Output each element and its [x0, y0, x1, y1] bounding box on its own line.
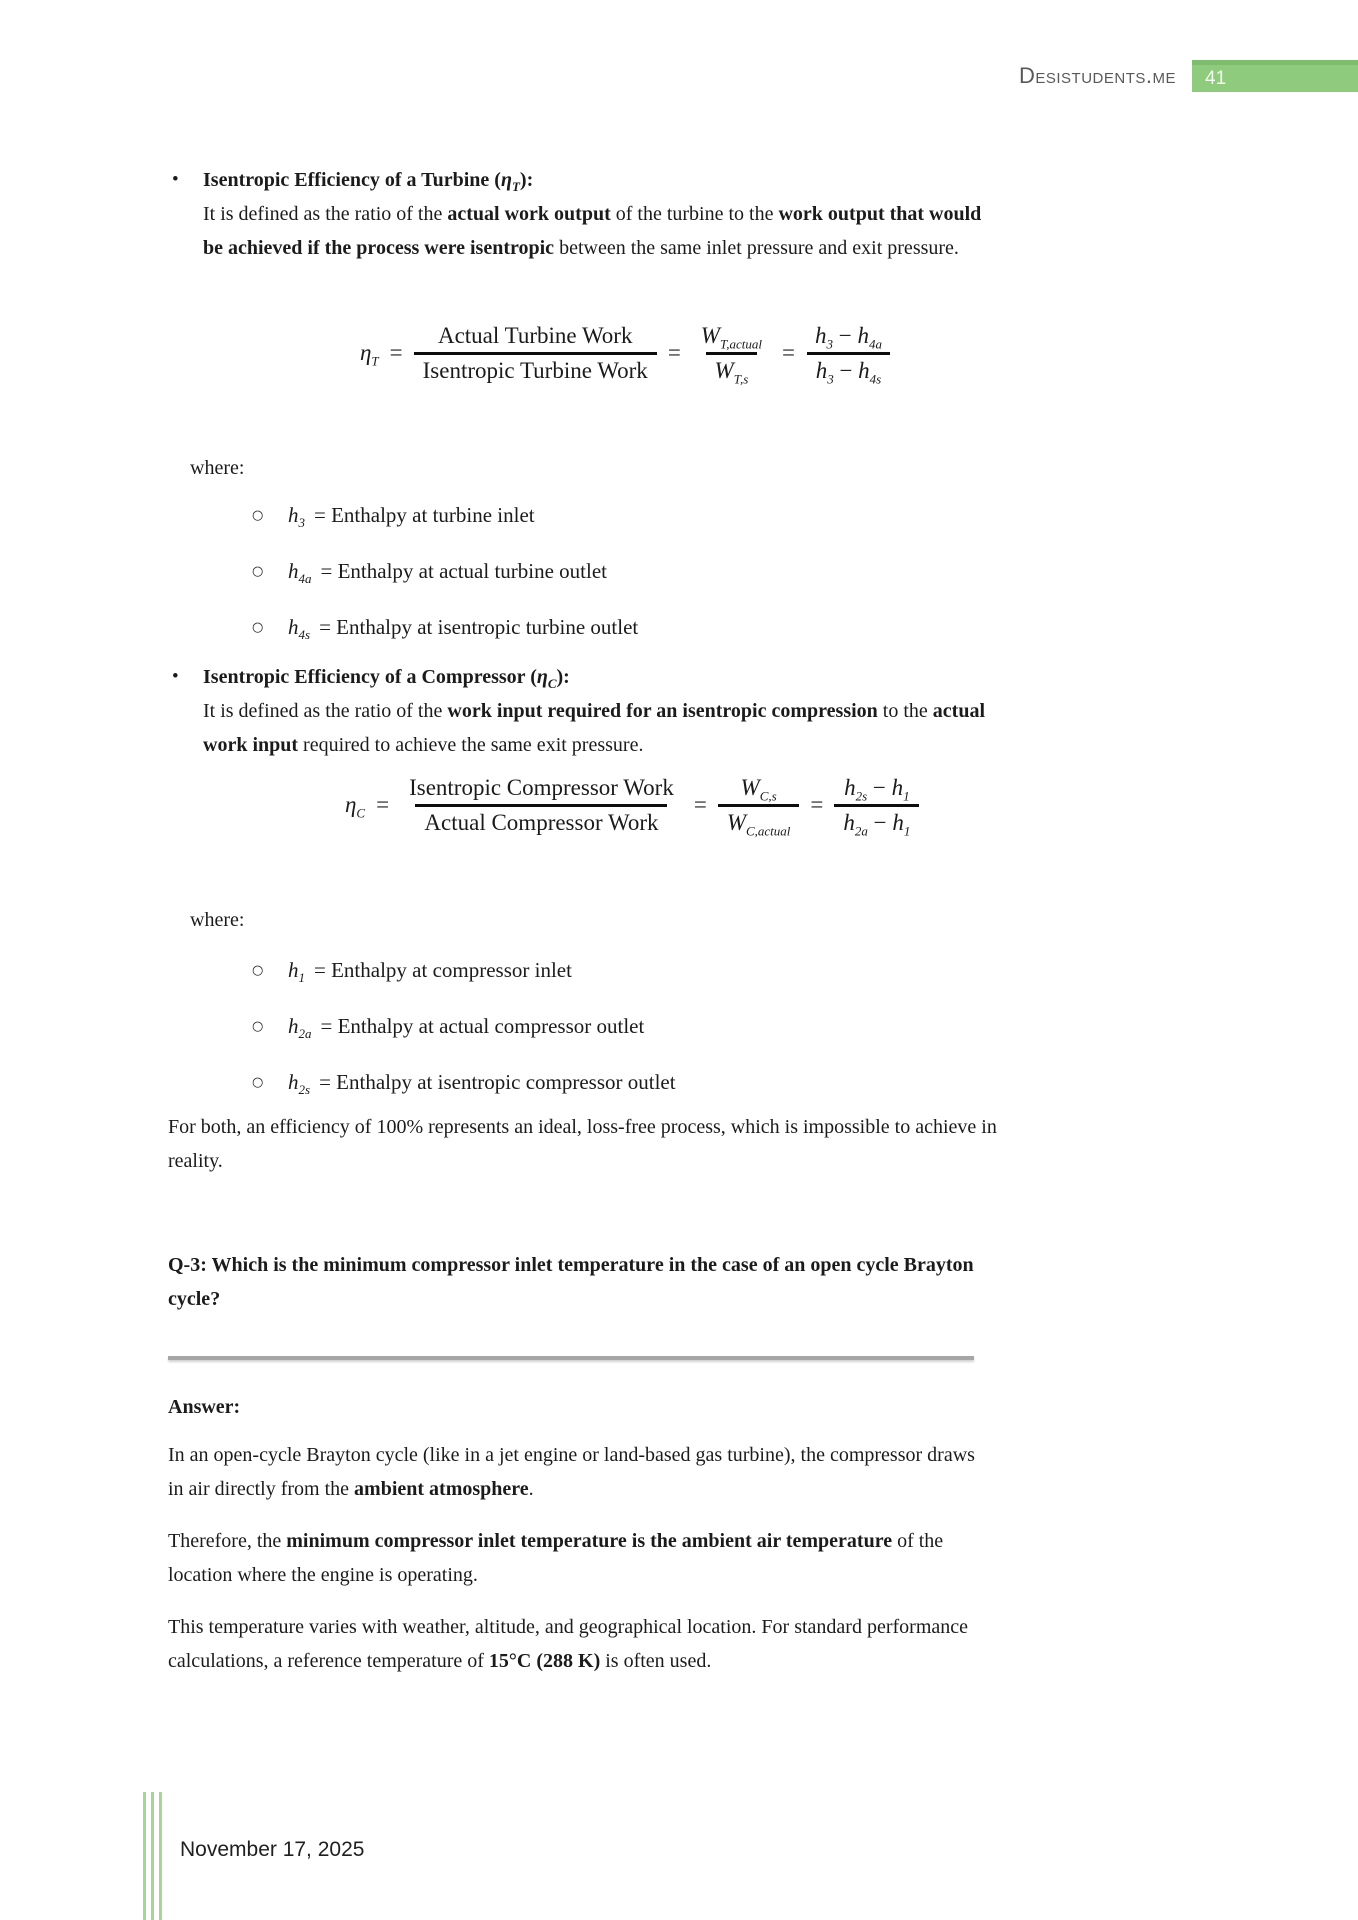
minus-sign: − [838, 323, 852, 348]
eta-subscript: T [511, 179, 520, 194]
turbine-heading [203, 163, 1002, 197]
list-item [252, 1009, 1012, 1047]
answer-paragraph-2 [168, 1524, 983, 1592]
h-symbol: h [844, 775, 856, 800]
fraction-denominator [718, 804, 800, 839]
term-description: = Enthalpy at isentropic compressor outlet [319, 1070, 676, 1094]
compressor-efficiency-section [172, 660, 1002, 762]
h-subscript: 3 [827, 371, 834, 387]
h-symbol: h [288, 559, 299, 583]
fraction-numerator [692, 320, 771, 352]
answer-paragraph-1 [168, 1438, 983, 1506]
h-subscript: 3 [298, 515, 305, 531]
h-symbol: h [892, 809, 904, 835]
fraction-denominator: Isentropic Turbine Work [414, 352, 657, 387]
h-symbol: h [288, 615, 299, 639]
bold-segment: work input required for an isentropic compression [447, 700, 878, 722]
text-segment: between the same inlet pressure and exit pressure. [554, 237, 959, 259]
equals-sign: = [667, 340, 681, 366]
minus-sign: − [873, 809, 887, 835]
h-subscript: 2a [854, 823, 868, 839]
formula-lhs [360, 339, 379, 367]
term-description: = Enthalpy at turbine inlet [314, 503, 535, 527]
enthalpy-fraction [806, 320, 891, 386]
work-symbol: W [726, 809, 746, 835]
eta-symbol: η [360, 340, 372, 366]
h-subscript: 4a [868, 336, 882, 352]
page-number-badge [1192, 60, 1358, 92]
eta-symbol: η [345, 792, 357, 818]
work-symbol-fraction [718, 772, 800, 838]
circle-bullet-icon: ○ [252, 1075, 264, 1090]
circle-bullet-icon: ○ [252, 620, 264, 635]
h-symbol: h [843, 809, 855, 835]
h-symbol: h [288, 1070, 299, 1094]
text-segment: to the [877, 700, 933, 722]
h-symbol: h [814, 323, 827, 348]
heading-text: ): [519, 169, 534, 191]
circle-bullet-icon: ○ [252, 963, 264, 978]
bold-segment: actual work output [447, 203, 611, 225]
h-symbol: h [288, 503, 299, 527]
turbine-definition-list [252, 498, 1012, 666]
bold-segment: minimum compressor inlet temperature is the ambient air temperature [286, 1530, 893, 1552]
h-subscript: 3 [826, 336, 833, 352]
h-subscript: 1 [903, 823, 911, 839]
term-description: = Enthalpy at isentropic turbine outlet [319, 615, 639, 639]
h-subscript: 2a [298, 1026, 312, 1042]
text-segment: of the location where the engine is operating. [168, 1530, 944, 1586]
work-symbol-fraction [692, 320, 771, 386]
work-subscript: C,actual [745, 823, 791, 839]
h-symbol: h [815, 357, 828, 383]
work-symbol: W [740, 775, 760, 800]
bullet-icon: • [172, 169, 179, 190]
page-number: 41 [1205, 67, 1227, 89]
compressor-definition-list [252, 953, 1012, 1121]
text-segment: . [528, 1478, 534, 1500]
text-segment: In an open-cycle Brayton cycle (like in a jet engine or land-based gas turbine), the compressor draws in air directly from the [168, 1444, 975, 1500]
fraction-numerator [806, 320, 891, 352]
h-symbol: h [857, 323, 869, 348]
stripe [143, 1792, 146, 1920]
compressor-definition [203, 694, 1002, 762]
turbine-text [203, 163, 1002, 265]
section-divider [168, 1356, 974, 1360]
bold-segment: work output that would be achieved if the process were isentropic [203, 203, 982, 259]
term-description: = Enthalpy at actual turbine outlet [320, 559, 608, 583]
circle-bullet-icon: ○ [252, 508, 264, 523]
term [288, 610, 310, 644]
h-subscript: 1 [298, 970, 305, 986]
turbine-definition [203, 197, 1002, 265]
eta-subscript: C [356, 805, 366, 821]
stripe [151, 1792, 154, 1920]
term [288, 1009, 312, 1043]
fraction-numerator: Isentropic Compressor Work [409, 775, 674, 800]
turbine-efficiency-formula [360, 320, 891, 386]
list-item [252, 498, 1012, 536]
work-symbol: W [714, 357, 734, 383]
bold-segment: ambient atmosphere [354, 1478, 529, 1500]
list-item [252, 1065, 1012, 1103]
equals-sign: = [693, 792, 707, 818]
text-segment: This temperature varies with weather, altitude, and geographical location. For standard performance calculations, a reference temperature of [168, 1616, 968, 1672]
answer-label: Answer: [168, 1396, 241, 1418]
list-item [252, 953, 1012, 991]
fraction-denominator [706, 352, 758, 387]
h-symbol: h [858, 357, 870, 383]
work-symbol: W [700, 323, 720, 348]
equals-sign: = [376, 792, 390, 818]
term [288, 953, 305, 987]
circle-bullet-icon: ○ [252, 564, 264, 579]
eta-subscript: C [547, 676, 557, 691]
text-segment: It is defined as the ratio of the [203, 203, 448, 225]
equals-sign: = [781, 340, 795, 366]
text-segment: required to achieve the same exit pressure. [298, 734, 644, 756]
term-description: = Enthalpy at compressor inlet [314, 958, 572, 982]
bold-segment: actual work input [203, 700, 986, 756]
site-name: Desistudents.me [1018, 63, 1176, 88]
turbine-efficiency-section [172, 163, 1002, 265]
eta-symbol: η [536, 666, 548, 688]
heading-text: Isentropic Efficiency of a Turbine ( [203, 169, 501, 191]
fraction-denominator [807, 352, 891, 387]
equals-sign: = [389, 340, 403, 366]
where-label: where: [190, 457, 245, 479]
compressor-heading [203, 660, 1002, 694]
eta-subscript: T [371, 353, 379, 369]
h-subscript: 4s [298, 627, 311, 643]
text-segment: of the turbine to the [610, 203, 779, 225]
h-symbol: h [288, 958, 299, 982]
circle-bullet-icon: ○ [252, 1019, 264, 1034]
decorative-stripes-icon [143, 1792, 167, 1920]
fraction-denominator [834, 804, 919, 839]
word-fraction [414, 320, 657, 386]
word-fraction [400, 772, 683, 838]
answer-paragraph-3 [168, 1610, 983, 1678]
h-subscript: 4s [869, 371, 882, 387]
list-item [252, 554, 1012, 592]
where-label: where: [190, 909, 245, 931]
footer-date: November 17, 2025 [180, 1838, 365, 1861]
h-symbol: h [288, 1014, 299, 1038]
equals-sign: = [810, 792, 824, 818]
h-subscript: 2s [855, 788, 868, 804]
enthalpy-fraction [834, 772, 919, 838]
fraction-numerator [835, 772, 919, 804]
h-symbol: h [891, 775, 904, 800]
bullet-icon: • [172, 666, 179, 687]
h-subscript: 4a [298, 571, 312, 587]
work-subscript: T,s [733, 371, 749, 387]
term [288, 1065, 310, 1099]
minus-sign: − [839, 357, 853, 383]
heading-text: ): [556, 666, 570, 688]
list-item [252, 610, 1012, 648]
fraction-numerator: Actual Turbine Work [437, 323, 633, 348]
eta-symbol: η [500, 169, 512, 191]
fraction-numerator [732, 772, 786, 804]
text-segment: is often used. [600, 1650, 712, 1672]
bold-segment: 15°C (288 K) [488, 1650, 601, 1672]
work-subscript: T,actual [719, 336, 762, 352]
minus-sign: − [872, 775, 886, 800]
term [288, 554, 312, 588]
work-subscript: C,s [759, 788, 777, 804]
text-segment: Therefore, the [168, 1530, 287, 1552]
h-subscript: 1 [903, 788, 910, 804]
efficiency-note-paragraph: For both, an efficiency of 100% represents an ideal, loss-free process, which is impossible to achieve in reality. [168, 1116, 997, 1172]
compressor-efficiency-formula [345, 772, 919, 838]
page-header [1019, 60, 1358, 92]
question-heading: Q-3: Which is the minimum compressor inlet temperature in the case of an open cycle Brayton cycle? [168, 1254, 974, 1310]
formula-lhs [345, 791, 365, 819]
term [288, 498, 305, 532]
compressor-text [203, 660, 1002, 762]
fraction-denominator: Actual Compressor Work [415, 804, 667, 839]
h-subscript: 2s [298, 1082, 311, 1098]
heading-text: Isentropic Efficiency of a Compressor ( [203, 666, 537, 688]
term-description: = Enthalpy at actual compressor outlet [320, 1014, 645, 1038]
text-segment: It is defined as the ratio of the [203, 700, 448, 722]
stripe [159, 1792, 162, 1920]
